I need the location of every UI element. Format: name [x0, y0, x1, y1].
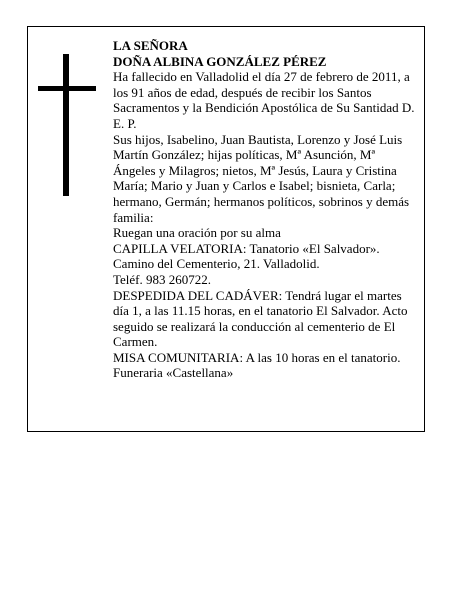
cross-icon: [38, 54, 96, 196]
cross-horizontal-bar: [38, 86, 96, 91]
mass-info: MISA COMUNITARIA: A las 10 horas en el tanatorio.: [113, 349, 401, 365]
cross-vertical-bar: [63, 54, 69, 196]
obituary-text: [113, 38, 419, 381]
prayer-request: Ruegan una oración por su alma: [113, 225, 281, 241]
farewell-info: DESPEDIDA DEL CADÁVER: Tendrá lugar el martes día 1, a las 11.15 horas, en el tanatorio El Salvador. Acto seguido se realizará la conducción al cementerio de El Carmen.: [113, 287, 408, 350]
family-list: Sus hijos, Isabelino, Juan Bautista, Lorenzo y José Luis Martín González; hijas políticas, Mª Asunción, Mª Ángeles y Milagros; nietos, Mª Jesús, Laura y Cristina María; Mario y Juan y Carlos e Isabel; bisnieta, Carla; hermano, Germán; hermanos políticos, sobrinos y demás familia:: [113, 131, 410, 225]
chapel-phone: Teléf. 983 260722.: [113, 271, 212, 287]
chapel-address: Camino del Cementerio, 21. Valladolid.: [113, 256, 320, 272]
funeral-home: Funeraria «Castellana»: [113, 365, 234, 381]
deceased-name: DOÑA ALBINA GONZÁLEZ PÉREZ: [113, 53, 327, 69]
notice-title: LA SEÑORA: [113, 38, 188, 53]
death-statement: Ha fallecido en Valladolid el día 27 de febrero de 2011, a los 91 años de edad, después de recibir los Santos Sacramentos y la Bendición Apostólica de Su Santidad D. E. P.: [113, 69, 415, 131]
chapel-info: CAPILLA VELATORIA: Tanatorio «El Salvador».: [113, 240, 380, 256]
